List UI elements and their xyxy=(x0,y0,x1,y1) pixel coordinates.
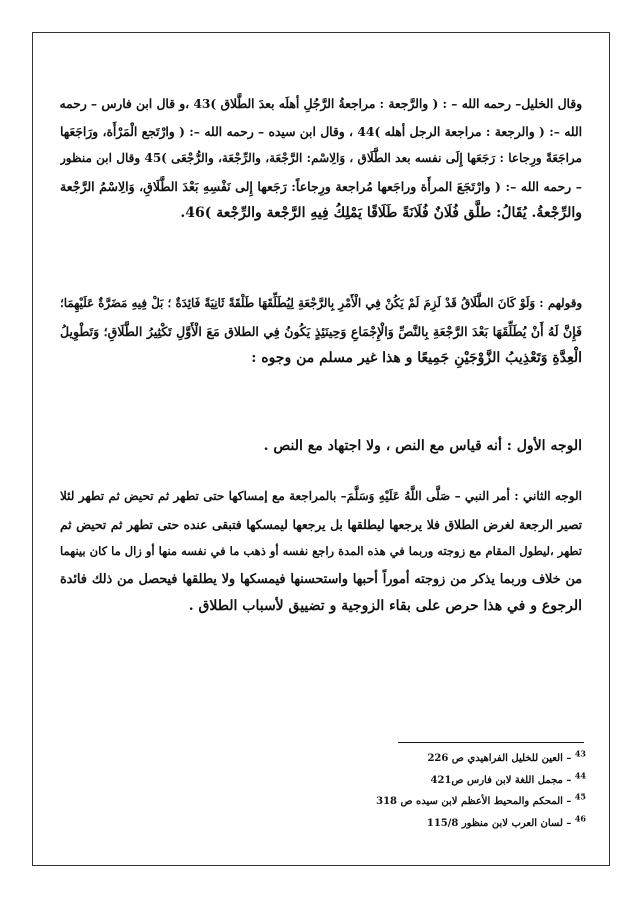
footnotes xyxy=(360,748,586,834)
text-line: وقولهم : وَلَوْ كَانَ الطَّلَاقُ قَدْ لَزِمَ لَمْ يَكُنْ فِي الْأَمْرِ بِالرَّجْعَةِ لِيُطَلِّقَهَا طَلْقَةً ثَانِيَةً فَائِدَةٌ ؛ بَلْ فِيهِ مَضَرَّةٌ عَلَيْهِمَا؛ xyxy=(60,296,582,310)
text-line: الله –: ( والرجعة : مراجعة الرجل أهله )44 ، وقال ابن سيده – رحمه الله –: ( وارْتَجع الْمَرْأَة، ورَاجَعَها xyxy=(60,123,582,139)
text-line: تطهر ،ليطول المقام مع زوجته وربما في هذه المدة راجع نفسه أو ذهب ما في نفسه منها أو زال ما كان بينهما xyxy=(60,544,582,558)
paragraph-definitions xyxy=(60,90,582,228)
text-line: وقال الخليل– رحمه الله – : ( والرَّجعة : مراجعةُ الرَّجُلِ أهلَه بعدَ الطَّلاق )43 ،و قال ابن فارس – رحمه xyxy=(60,96,582,111)
text-line: مراجَعَةً ورِجاعا : رَجَعَها إِلَى نفسه بعد الطَّلَاق ، وَالِاسْم: الرَّجْعَة، والرِّجْعَة، والرُّجْعَى )45 وقال ابن منظور xyxy=(60,151,582,165)
first-aspect-heading: الوجه الأول : أنه قياس مع النص ، ولا اجتهاد مع النص . xyxy=(263,438,582,454)
footnote-number: 46 xyxy=(574,813,586,824)
footnote-number: 44 xyxy=(574,770,586,781)
footnote-text: – مجمل اللغة لابن فارس ص421 xyxy=(430,774,572,786)
footnote-text: – المحكم والمحيط الأعظم لابن سيده ص 318 xyxy=(376,796,572,807)
footnote-text: – لسان العرب لابن منظور 115/8 xyxy=(426,817,572,829)
footnote-separator xyxy=(398,742,584,743)
text-line: فَإِنَّ لَهُ أَنْ يُطَلِّقَهَا بَعْدَ الرَّجْعَةِ بِالنَّصِّ وَالْإِجْمَاعِ وَحِينَئِذٍ يَكُونُ فِي الطلاق مَعَ الْأَوَّلِ تَكْثِيرُ الطَّلَاقِ؛ وَتَطْوِيلُ xyxy=(60,323,582,339)
paragraph-objection xyxy=(60,290,582,373)
paragraph-second-aspect xyxy=(60,483,582,621)
text-line: الرجوع و في هذا حرص على بقاء الزوجية و تضييق لأسباب الطلاق . xyxy=(188,598,582,614)
footnote-item xyxy=(360,748,586,770)
text-line: الوجه الثاني : أمر النبي – صَلَّى اللَّهُ عَلَيْهِ وَسَلَّمَ– بالمراجعة مع إمساكها حتى تطهر ثم تحيض ثم تطهر لئلا xyxy=(60,489,582,503)
text-line: – رحمه الله –: ( وارْتَجَعَ المرأَة وراجَعها مُراجعة ورِجاعاً: رَجَعها إِلى نَفْسِهِ بَعْدَ الطَّلَاقِ، وَالِاسْمُ الرَّجْعة xyxy=(60,178,582,194)
footnote-item xyxy=(360,770,586,792)
text-line: من خلاف وربما يذكر من زوجته أموراً أحبها واستحسنها فيمسكها ولا يطلقها فيحصل من ذلك فائدة xyxy=(60,571,582,587)
footnote-item xyxy=(360,813,586,835)
footnote-number: 45 xyxy=(574,791,586,802)
footnote-number: 43 xyxy=(574,748,586,759)
footnote-text: – العين للخليل الفراهيدي ص 226 xyxy=(427,753,572,764)
footnote-item xyxy=(360,791,586,813)
text-line: تصير الرجعة لغرض الطلاق فلا يرجعها ليطلقها بل يرجعها ليمسكها فتبقى عنده حتى تطهر ثم تحيض ثم xyxy=(60,516,582,532)
text-line: والرِّجْعةُ. يُقَالُ: طلَّق فُلَانٌ فُلَانَةً طَلَاقًا يَمْلِكُ فِيهِ الرَّجْعة والرِّجْعة )46. xyxy=(180,205,582,221)
text-line: الْعِدَّةِ وَتَعْذِيبُ الزَّوْجَيْنِ جَمِيعًا و هذا غير مسلم من وجوه : xyxy=(251,350,582,366)
